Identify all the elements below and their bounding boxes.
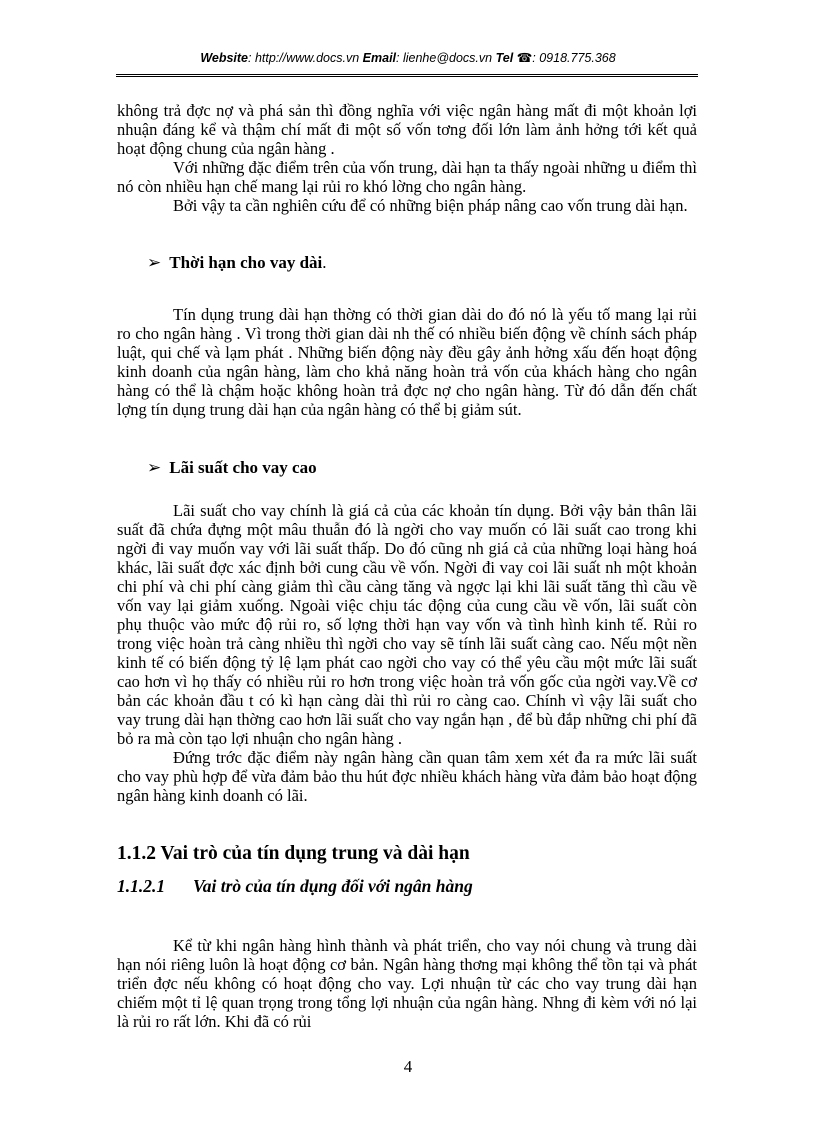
bullet-heading: ➢ Thời hạn cho vay dài. <box>147 253 327 273</box>
email-value: : lienhe@docs.vn <box>396 51 493 65</box>
paragraph: không trả đợc nợ và phá sản thì đồng nghĩa với việc ngân hàng mất đi một khoản lợi nhuận đáng kể và thậm chí mất đi một số vốn tơng đối lớn làm ảnh hởng tới kết quả hoạt động chung của ngân hàng . <box>117 101 697 158</box>
paragraph: Đứng trớc đặc điểm này ngân hàng cần quan tâm xem xét đa ra mức lãi suất cho vay phù hợp để vừa đảm bảo thu hút đợc nhiều khách hàng vừa đảm bảo hoạt động ngân hàng kinh doanh có lãi. <box>117 748 697 805</box>
phone-icon: ☎ <box>516 50 533 65</box>
page-number: 4 <box>403 1057 413 1076</box>
subsection-heading: 1.1.2.1 Vai trò của tín dụng đối với ngân hàng <box>117 876 473 896</box>
section-term <box>117 305 697 419</box>
website-value: : http://www.docs.vn <box>248 51 360 65</box>
tel-value: : 0918.775.368 <box>532 51 616 65</box>
arrow-bullet-icon: ➢ <box>147 253 162 273</box>
arrow-bullet-icon: ➢ <box>147 458 162 478</box>
section-heading: 1.1.2 Vai trò của tín dụng trung và dài hạn <box>117 843 470 864</box>
tel-label: Tel <box>495 51 514 65</box>
paragraph: Với những đặc điểm trên của vốn trung, dài hạn ta thấy ngoài những u điểm thì nó còn nhiều hạn chế mang lại rủi ro khó lờng cho ngân hàng. <box>117 158 697 196</box>
website-label: Website <box>200 51 249 65</box>
paragraph: Kể từ khi ngân hàng hình thành và phát triển, cho vay nói chung và trung dài hạn nói riêng luôn là hoạt động cơ bản. Ngân hàng thơng mại không thể tồn tại và phát triển đợc nếu không có hoạt động cho vay. Lợi nhuận từ các cho vay trung dài hạn chiếm một tỉ lệ quan trọng trong tổng lợi nhuận của ngân hàng. Nhng đi kèm với nó lại là rủi ro rất lớn. Khi đã có rủi <box>117 936 697 1031</box>
email-label: Email <box>362 51 397 65</box>
paragraph: Tín dụng trung dài hạn thờng có thời gian dài do đó nó là yếu tố mang lại rủi ro cho ngân hàng . Vì trong thời gian dài nh thế có nhiều biến động về chính sách pháp luật, qui chế và lạm phát . Những biến động này đều gây ảnh hởng xấu đến hoạt động kinh doanh của ngân hàng, làm cho khả năng hoàn trả vốn của khách hàng cho ngân hàng có thể là chậm hoặc không hoàn trả đợc nợ cho ngân hàng. Từ đó dẫn đến chất lợng tín dụng trung dài hạn của ngân hàng có thể bị giảm sút. <box>117 305 697 419</box>
bullet-heading: ➢ Lãi suất cho vay cao <box>147 458 317 478</box>
section-interest <box>117 501 697 805</box>
section-intro <box>117 101 697 215</box>
paragraph: Bởi vậy ta cần nghiên cứu để có những biện pháp nâng cao vốn trung dài hạn. <box>173 196 688 215</box>
paragraph: Lãi suất cho vay chính là giá cả của các khoản tín dụng. Bởi vậy bản thân lãi suất đã chứa đựng một mâu thuẫn đó là ngời cho vay muốn có lãi suất cao trong khi ngời đi vay muốn vay với lãi suất thấp. Do đó cũng nh giá cả của những loại hàng hoá khác, lãi suất đợc xác định bởi cung cầu về vốn. Ngời đi vay coi lãi suất nh một khoản chi phí và chi phí càng giảm thì cầu càng tăng và ngợc lại khi lãi suất tăng thì cầu về vốn vay lại giảm xuống. Ngoài việc chịu tác động của cung cầu về vốn, lãi suất còn phụ thuộc vào mức độ rủi ro, số lợng thời hạn vay vốn và tình hình kinh tế. Rủi ro trong việc hoàn trả càng nhiều thì ngời cho vay sẽ tính lãi suất càng cao. Nếu một nền kinh tế có biến động tỷ lệ lạm phát cao ngời cho vay có thể yêu cầu một mức lãi suất cao hơn vì họ thấy có nhiều rủi ro hơn trong việc hoàn trả vốn gốc của ngời vay.Về cơ bản các khoản đầu t có kì hạn càng dài thì rủi ro càng cao. Chính vì vậy lãi suất cho vay trung dài hạn thờng cao hơn lãi suất cho vay ngắn hạn , để bù đắp những chi phí đã bỏ ra mà còn tạo lợi nhuận cho ngân hàng . <box>117 501 697 748</box>
header-rule <box>116 74 698 77</box>
section-role <box>117 936 697 1031</box>
page-header <box>0 50 816 65</box>
